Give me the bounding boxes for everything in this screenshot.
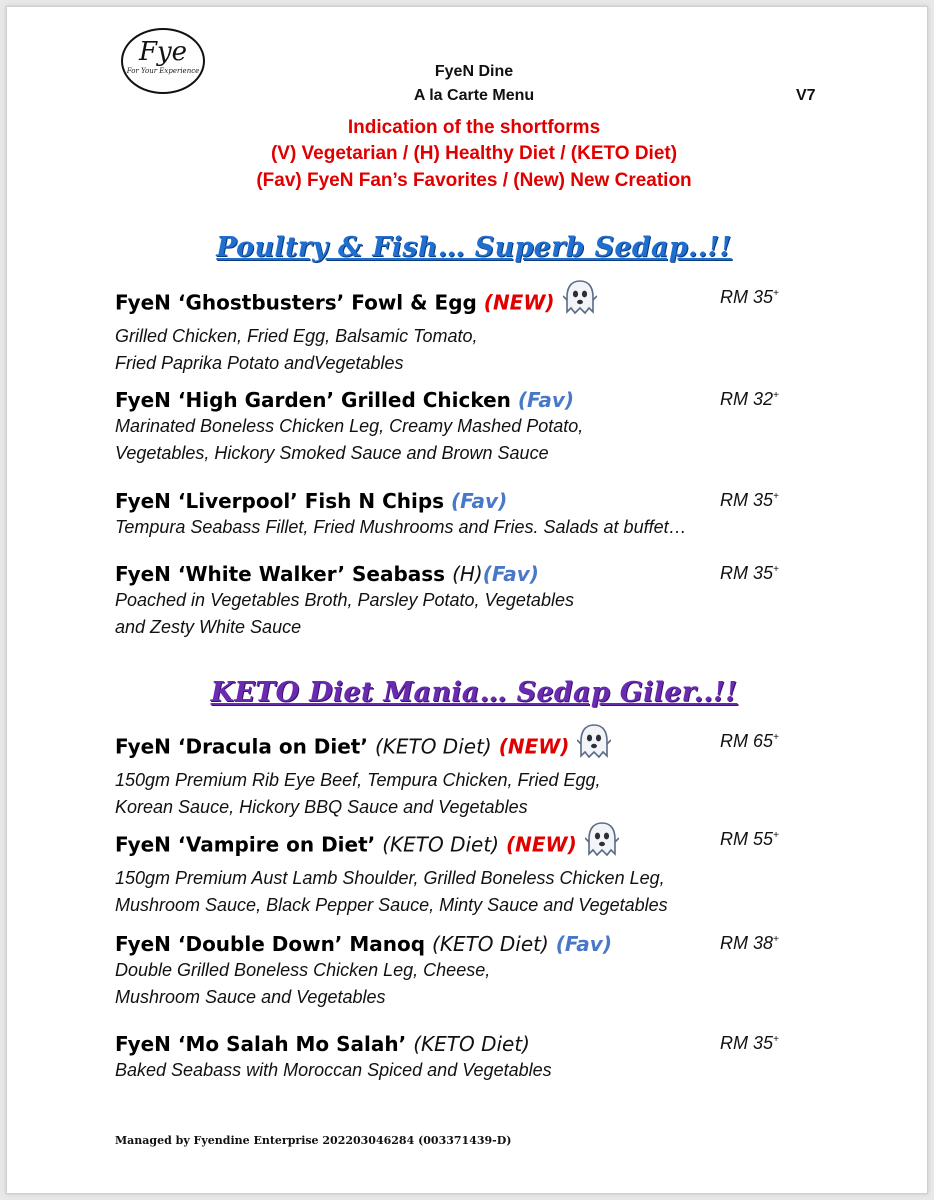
item-price-sup: + [773, 491, 779, 502]
menu-item [115, 1031, 815, 1084]
item-price-value: RM 35 [720, 287, 774, 307]
section-title-keto: KETO Diet Mania… Sedap Giler..!! [210, 677, 738, 708]
item-price-value: RM 32 [720, 389, 774, 409]
item-price-value: RM 35 [720, 563, 774, 583]
item-description: Marinated Boneless Chicken Leg, Creamy Mashed Potato, [115, 416, 584, 436]
item-diet-tag: (H) [452, 562, 483, 586]
menu-item [115, 285, 815, 377]
item-name: FyeN ‘Double Down’ Manoq [115, 932, 426, 956]
legend-line-fav: (Fav) FyeN Fan’s Favorites / (New) New Creation [256, 170, 692, 191]
item-price [720, 731, 779, 752]
item-description: 150gm Premium Rib Eye Beef, Tempura Chicken, Fried Egg, [115, 770, 601, 790]
item-name-line [115, 1031, 815, 1057]
item-price [720, 563, 779, 584]
item-status-tag: (Fav) [482, 562, 539, 586]
item-name-line [115, 488, 815, 514]
item-price-value: RM 35 [720, 1033, 774, 1053]
legend-heading: Indication of the shortforms [347, 117, 601, 138]
ghost-icon [563, 279, 597, 317]
item-name: FyeN ‘Liverpool’ Fish N Chips [115, 489, 445, 513]
logo-tagline: For Your Experience [126, 67, 200, 75]
item-description: Mushroom Sauce, Black Pepper Sauce, Minty Sauce and Vegetables [115, 895, 668, 915]
item-description: Baked Seabass with Moroccan Spiced and Vegetables [115, 1060, 552, 1080]
item-description: 150gm Premium Aust Lamb Shoulder, Grilled Boneless Chicken Leg, [115, 868, 665, 888]
menu-item [115, 729, 815, 821]
menu-item [115, 931, 815, 1011]
item-description: and Zesty White Sauce [115, 617, 302, 637]
item-status-tag: (NEW) [498, 734, 570, 759]
item-price-sup: + [773, 390, 779, 401]
menu-title: FyeN Dine [434, 63, 514, 80]
item-status-tag: (NEW) [483, 290, 555, 315]
version-label: V7 [796, 87, 816, 104]
item-name-line [115, 931, 815, 957]
item-name: FyeN ‘White Walker’ Seabass [115, 562, 446, 586]
menu-page [6, 6, 928, 1194]
item-price [720, 829, 779, 850]
item-status-tag: (Fav) [555, 932, 612, 956]
section-title-poultry: Poultry & Fish… Superb Sedap..!! [216, 232, 732, 263]
item-price [720, 287, 779, 308]
item-price-sup: + [773, 288, 779, 299]
menu-item [115, 827, 815, 919]
item-description: Mushroom Sauce and Vegetables [115, 987, 386, 1007]
item-status-tag: (Fav) [451, 489, 508, 513]
item-price-sup: + [773, 1034, 779, 1045]
item-name: FyeN ‘Vampire on Diet’ [115, 832, 376, 857]
item-description: Korean Sauce, Hickory BBQ Sauce and Vegetables [115, 797, 528, 817]
item-name: FyeN ‘Ghostbusters’ Fowl & Egg [115, 290, 477, 315]
item-price-value: RM 65 [720, 731, 774, 751]
item-description: Tempura Seabass Fillet, Fried Mushrooms and Fries. Salads at buffet… [115, 517, 687, 537]
item-description: Fried Paprika Potato andVegetables [115, 353, 404, 373]
item-description: Vegetables, Hickory Smoked Sauce and Brown Sauce [115, 443, 549, 463]
legend-line-diet: (V) Vegetarian / (H) Healthy Diet / (KETO Diet) [270, 143, 678, 164]
item-price-value: RM 38 [720, 933, 774, 953]
item-description: Double Grilled Boneless Chicken Leg, Cheese, [115, 960, 491, 980]
item-price-sup: + [773, 732, 779, 743]
menu-item [115, 561, 815, 641]
item-price [720, 933, 779, 954]
item-name-line [115, 729, 815, 767]
logo [121, 28, 205, 94]
item-name-line [115, 561, 815, 587]
item-status-tag: (Fav) [517, 388, 575, 412]
item-description: Poached in Vegetables Broth, Parsley Potato, Vegetables [115, 590, 574, 610]
item-diet-tag: (KETO Diet) [432, 932, 549, 956]
logo-script: Fye [138, 37, 188, 67]
item-name-line [115, 285, 815, 323]
item-price [720, 490, 779, 511]
menu-subtitle: A la Carte Menu [413, 87, 535, 104]
item-diet-tag: (KETO Diet) [374, 734, 492, 759]
menu-item [115, 387, 815, 467]
menu-item [115, 488, 815, 541]
ghost-icon [585, 821, 619, 859]
item-price-sup: + [773, 564, 779, 575]
item-price-value: RM 35 [720, 490, 774, 510]
item-status-tag: (NEW) [505, 832, 577, 857]
item-name-line [115, 387, 815, 413]
item-name: FyeN ‘High Garden’ Grilled Chicken [115, 388, 511, 412]
item-price [720, 389, 779, 410]
item-description: Grilled Chicken, Fried Egg, Balsamic Tomato, [115, 326, 478, 346]
item-diet-tag: (KETO Diet) [413, 1032, 530, 1056]
item-price-sup: + [773, 830, 779, 841]
item-name: FyeN ‘Mo Salah Mo Salah’ [115, 1032, 407, 1056]
item-price-sup: + [773, 934, 779, 945]
item-price [720, 1033, 779, 1054]
footer-note: Managed by Fyendine Enterprise 202203046284 (003371439-D) [115, 1134, 512, 1147]
item-price-value: RM 55 [720, 829, 774, 849]
item-diet-tag: (KETO Diet) [382, 832, 499, 857]
item-name-line [115, 827, 815, 865]
ghost-icon [577, 723, 611, 761]
item-name: FyeN ‘Dracula on Diet’ [115, 734, 368, 759]
